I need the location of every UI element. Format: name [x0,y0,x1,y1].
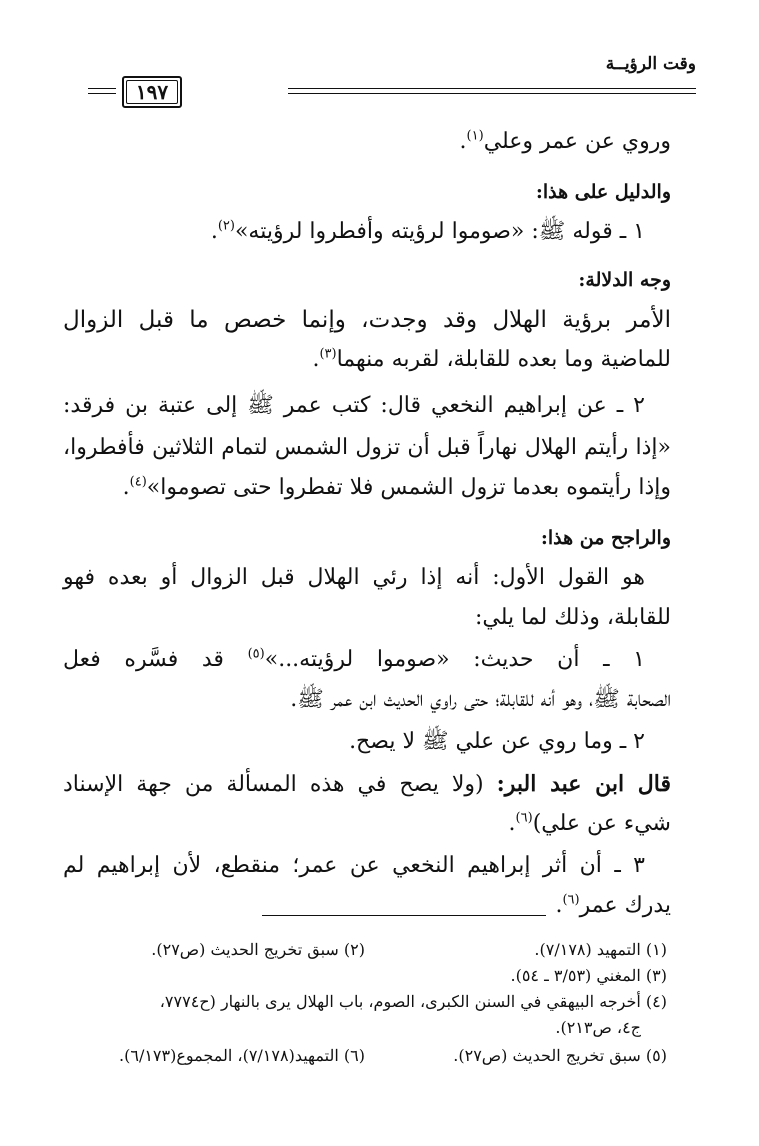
footnote-ref-3: (٣) [319,346,337,362]
body-line-3: الأمر برؤية الهلال وقد وجدت، وإنما خصص ما قبل الزوال [63,307,671,333]
footnote-6: (٦) التمهيد(٧/١٧٨)، المجموع(٦/١٧٣). [119,1046,365,1065]
heading-evidence: والدليل على هذا: [535,181,671,203]
footnote-4-line-2: ج٤، ص٢١٣). [555,1018,641,1037]
body-line-12: ٢ ـ وما روي عن علي ﷺ لا يصح. [349,729,645,754]
body-line-13: قال ابن عبد البر: (ولا يصح في هذه المسألة من جهة الإسناد [63,771,671,797]
body-line-16: يدرك عمر$^{(٦)}$. [555,892,671,918]
running-title: وقت الرؤيــة [605,54,696,74]
page-number-box [122,76,182,108]
body-line-8: هو القول الأول: أنه إذا رئي الهلال قبل الزوال أو بعده فهو [63,565,645,590]
page-number: ١٩٧ [135,80,169,104]
body-line-5: ٢ ـ عن إبراهيم النخعي قال: كتب عمر ﷺ إلى عتبة بن فرقد: [63,393,645,418]
footnote-5: (٥) سبق تخريج الحديث (ص٢٧). [453,1046,667,1065]
heading-preferred: والراجح من هذا: [540,527,671,549]
body-line-1: وروي عن عمر وعلي$^{(١)}$. [459,128,671,154]
header-rule-short [88,88,116,94]
body-line-9: للقابلة، وذلك لما يلي: [474,605,671,630]
footnote-ref-1: (١) [466,128,484,144]
body-line-10: ١ ـ أن حديث: «صوموا لرؤيته...»$^{(٥)}$ قد فسَّره فعل [63,646,645,672]
footnote-3: (٣) المغني (٣/٥٣ ـ ٥٤). [510,966,667,985]
body-line-6: «إذا رأيتم الهلال نهاراً قبل أن تزول الشمس لتمام الثلاثين فأفطروا، [63,435,671,460]
body-line-15: ٣ ـ أن أثر إبراهيم النخعي عن عمر؛ منقطع، لأن إبراهيم لم [63,853,645,878]
heading-indication: وجه الدلالة: [578,269,671,291]
page-header [88,52,696,102]
body-line-7: وإذا رأيتموه بعدما تزول الشمس فلا تفطروا حتى تصوموا»$^{(٤)}$. [122,474,671,500]
footnote-4-line-1: (٤) أخرجه البيهقي في السنن الكبرى، الصوم، باب الهلال يرى بالنهار (ح٧٧٧٤، [159,992,667,1011]
footnote-separator [262,915,546,916]
footnote-1: (١) التمهيد (٧/١٧٨). [534,940,667,959]
body-line-2: ١ ـ قوله ﷺ: «صوموا لرؤيته وأفطروا لرؤيته»$^{(٢)}$. [210,218,645,244]
footnote-2: (٢) سبق تخريج الحديث (ص٢٧). [151,940,365,959]
header-rule-long [288,88,696,94]
quote-author: قال ابن عبد البر: [496,771,671,797]
footnote-ref-6: (٦) [515,810,533,826]
body-line-14: شيء عن علي)$^{(٦)}$. [508,810,671,836]
footnote-ref-4: (٤) [129,474,147,490]
body-line-11: الصحابة ﷺ، وهو أنه للقابلة؛ حتى راوي الحديث ابن عمر ﷺ. [290,687,671,712]
footnote-ref-2: (٢) [217,218,235,234]
body-line-4: للماضية وما بعده للقابلة، لقربه منهما$^{(٣)}$. [312,346,671,372]
footnote-ref-5: (٥) [247,646,265,662]
footnote-ref-6b: (٦) [562,892,580,908]
